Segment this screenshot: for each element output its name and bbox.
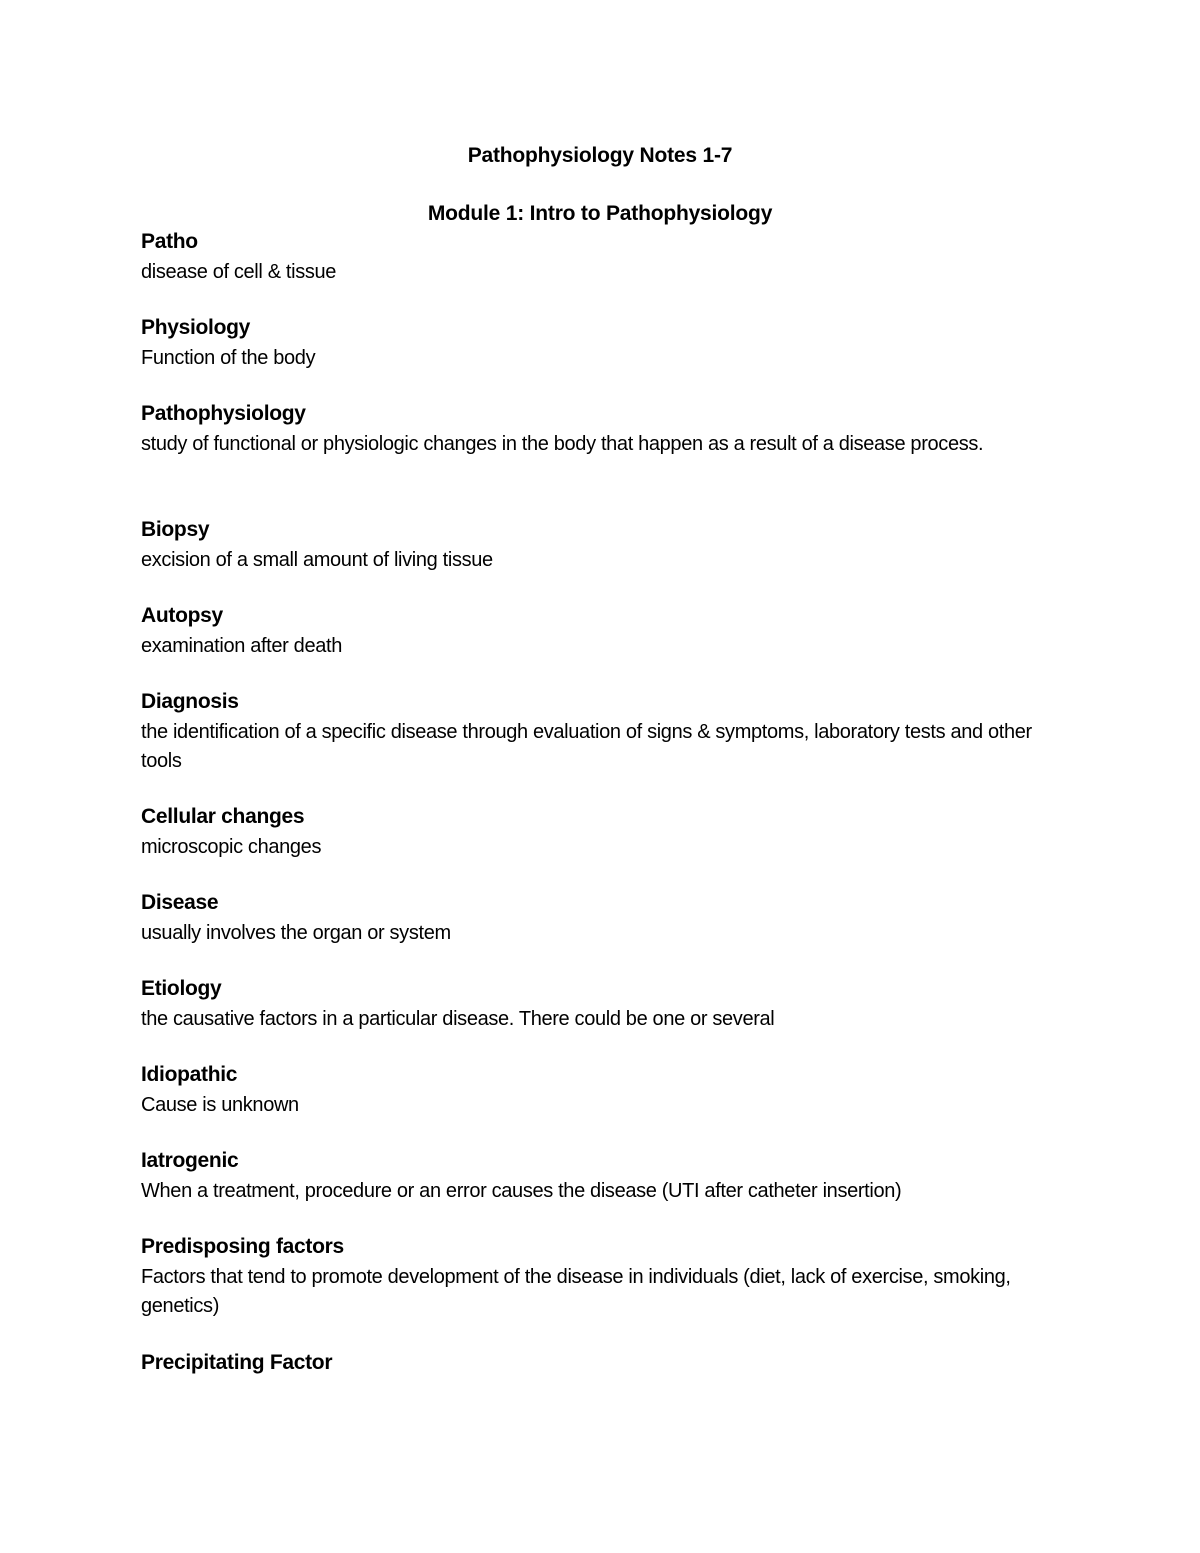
glossary-entry-physiology (141, 314, 1071, 373)
term-heading: Idiopathic (141, 1063, 238, 1086)
glossary-entry-cellular-changes (141, 803, 1071, 862)
term-definition: Cause is unknown (141, 1094, 299, 1116)
glossary-entry-etiology (141, 975, 1071, 1034)
term-heading: Diagnosis (141, 690, 239, 713)
glossary-entry-patho (141, 228, 1071, 287)
glossary-entry-disease (141, 889, 1071, 948)
term-heading: Patho (141, 230, 198, 253)
document-title: Pathophysiology Notes 1-7 (467, 144, 733, 167)
term-heading: Cellular changes (141, 805, 305, 828)
term-definition: the causative factors in a particular disease. There could be one or several (141, 1008, 775, 1030)
glossary-entry-autopsy (141, 602, 1071, 661)
module-heading: Module 1: Intro to Pathophysiology (427, 202, 773, 225)
term-definition: excision of a small amount of living tissue (141, 549, 493, 571)
term-heading: Etiology (141, 977, 222, 1000)
term-heading: Precipitating Factor (141, 1351, 333, 1374)
term-definition: When a treatment, procedure or an error causes the disease (UTI after catheter insertion) (141, 1180, 902, 1202)
term-definition: the identification of a specific disease through evaluation of signs & symptoms, laboratory tests and other tools (141, 721, 1032, 772)
term-definition: usually involves the organ or system (141, 922, 451, 944)
glossary-entry-predisposing-factors (141, 1233, 1071, 1320)
term-heading: Biopsy (141, 518, 210, 541)
term-heading: Disease (141, 891, 219, 914)
glossary-entry-precipitating-factor (141, 1349, 1071, 1377)
glossary-entry-biopsy (141, 516, 1071, 575)
term-heading: Physiology (141, 316, 251, 339)
term-definition: Function of the body (141, 347, 316, 369)
term-heading: Autopsy (141, 604, 223, 627)
glossary-entry-diagnosis (141, 688, 1071, 775)
term-definition: study of functional or physiologic changes in the body that happen as a result of a disease process. (141, 433, 984, 455)
glossary-entry-iatrogenic (141, 1147, 1071, 1206)
glossary-entry-idiopathic (141, 1061, 1071, 1120)
term-heading: Predisposing factors (141, 1235, 344, 1258)
glossary-entry-pathophysiology (141, 400, 1071, 459)
term-definition: Factors that tend to promote development of the disease in individuals (diet, lack of exercise, smoking, genetics) (141, 1266, 1011, 1317)
term-heading: Pathophysiology (141, 402, 306, 425)
term-heading: Iatrogenic (141, 1149, 239, 1172)
term-definition: disease of cell & tissue (141, 261, 337, 283)
term-definition: examination after death (141, 635, 342, 657)
term-definition: microscopic changes (141, 836, 322, 858)
